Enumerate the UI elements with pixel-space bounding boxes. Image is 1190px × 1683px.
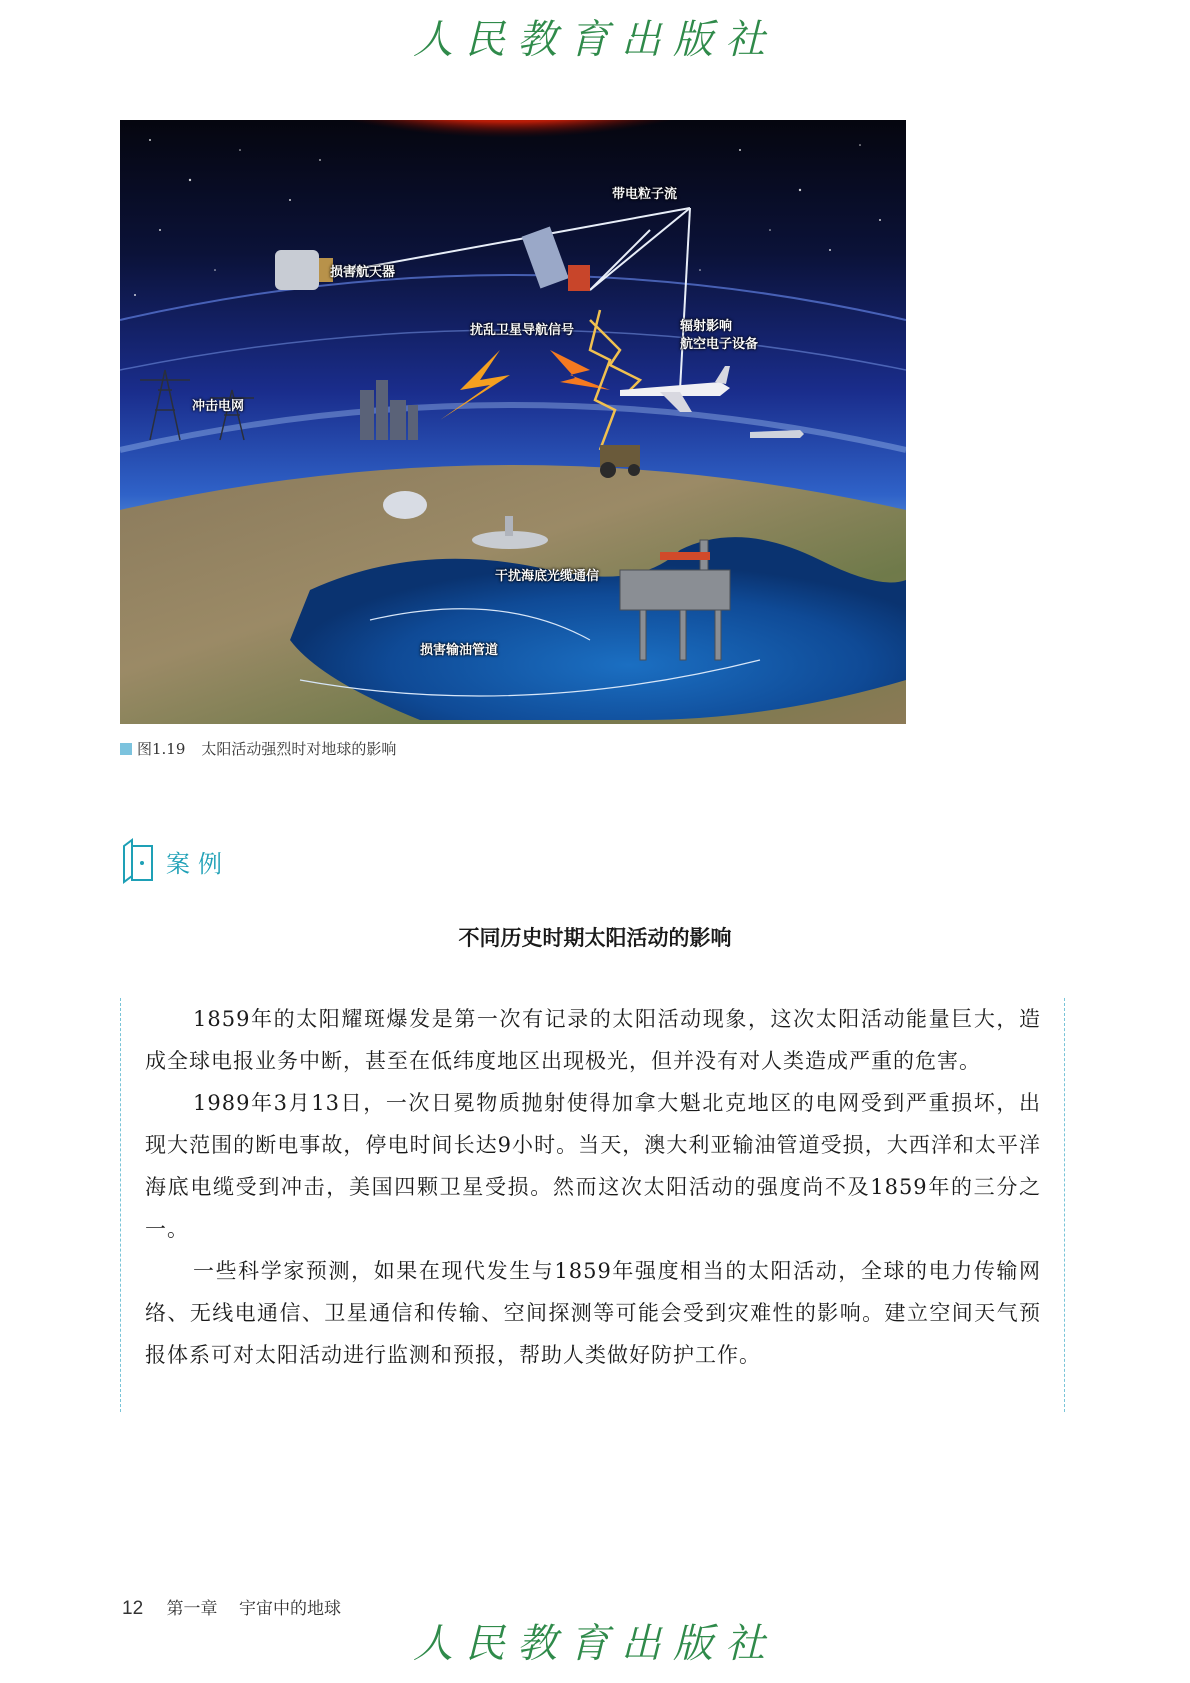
case-paragraph-3: 一些科学家预测，如果在现代发生与1859年强度相当的太阳活动，全球的电力传输网络、无线电通信、卫星通信和传输、空间探测等可能会受到灾难性的影响。建立空间天气预报体系可对太阳活动进行监测和预报，帮助人类做好防护工作。: [145, 1259, 1041, 1367]
label-damage-spacecraft: 损害航天器: [330, 265, 396, 280]
caption-text: 太阳活动强烈时对地球的影响: [201, 740, 397, 758]
case-header: [118, 838, 230, 884]
figure-caption: [120, 738, 396, 759]
publisher-logo-bottom: 人民教育出版社: [413, 1621, 777, 1667]
caption-number: 图1.19: [137, 740, 186, 758]
case-paragraph-2: 1989年3月13日，一次日冕物质抛射使得加拿大魁北克地区的电网受到严重损坏，出现大范围的断电事故，停电时间长达9小时。当天，澳大利亚输油管道受损，大西洋和太平洋海底电缆受到冲击，美国四颗卫星受损。然而这次太阳活动的强度尚不及1859年的三分之一。: [145, 1091, 1041, 1241]
chapter-title: 宇宙中的地球: [238, 1599, 341, 1619]
label-radiation-line1: 辐射影响: [680, 319, 733, 334]
case-label: 案例: [166, 849, 230, 878]
case-paragraph-1: 1859年的太阳耀斑爆发是第一次有记录的太阳活动现象，这次太阳活动能量巨大，造成全球电报业务中断，甚至在低纬度地区出现极光，但并没有对人类造成严重的危害。: [145, 1007, 1041, 1073]
label-oil-pipeline: 损害输油管道: [420, 643, 499, 658]
label-disrupt-navigation: 扰乱卫星导航信号: [470, 323, 575, 338]
label-charged-particles: 带电粒子流: [612, 187, 678, 202]
case-box: [120, 998, 1065, 1412]
case-title: 不同历史时期太阳活动的影响: [458, 925, 732, 950]
page-number: 12: [122, 1598, 144, 1619]
label-radiation-line2: 航空电子设备: [680, 337, 759, 352]
publisher-logo-top: 人民教育出版社: [413, 17, 777, 63]
chapter-number: 第一章: [166, 1599, 218, 1619]
solar-impact-illustration: [120, 120, 906, 724]
case-body: [145, 998, 1041, 1376]
caption-marker: [120, 743, 132, 755]
label-submarine-cable: 干扰海底光缆通信: [495, 569, 600, 584]
case-book-icon: [118, 838, 156, 884]
label-power-grid: 冲击电网: [192, 399, 245, 414]
illustration-graphic: [120, 120, 906, 724]
